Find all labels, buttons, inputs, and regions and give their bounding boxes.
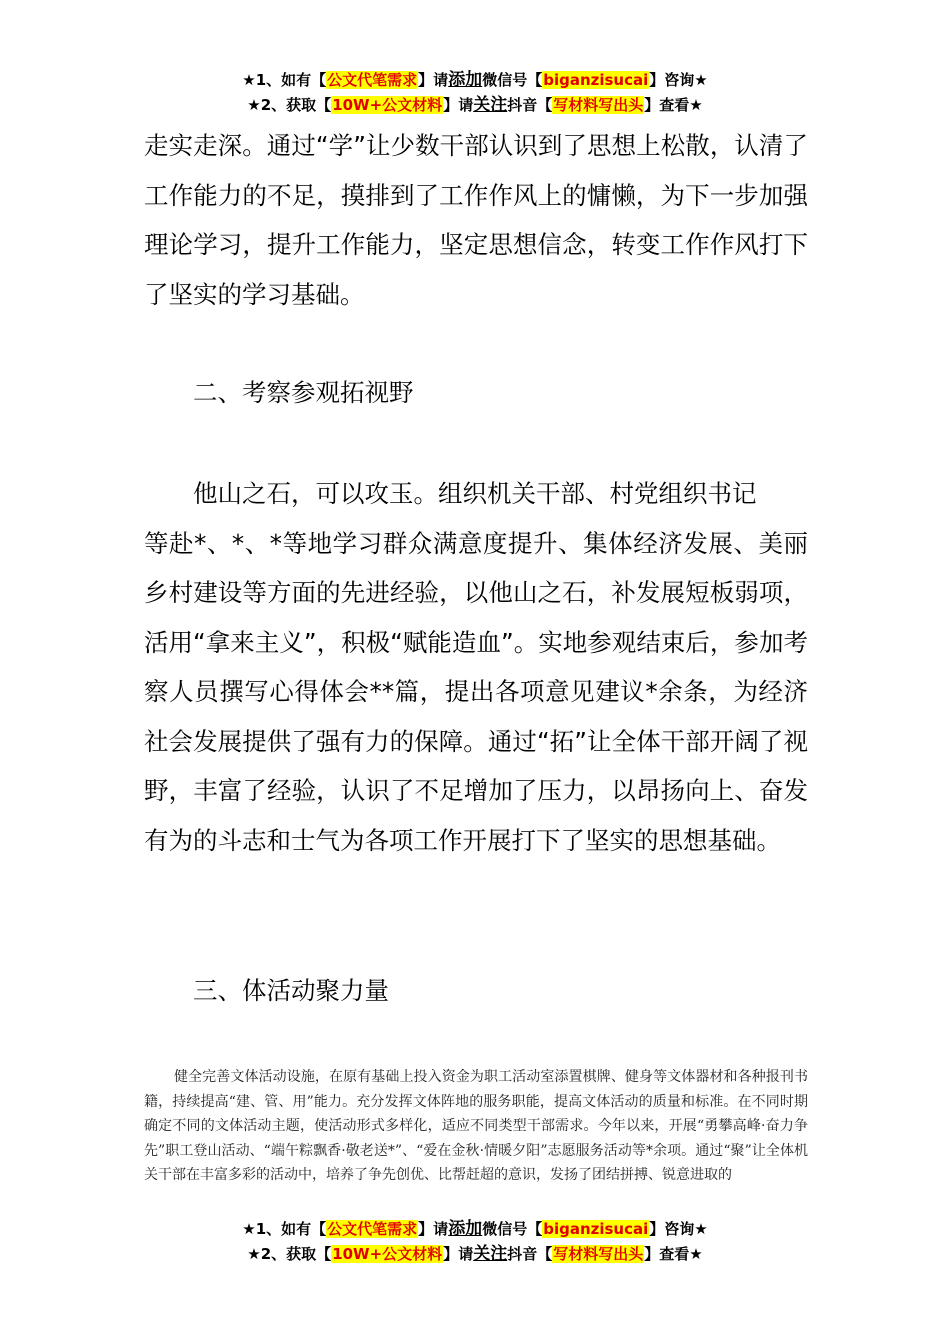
banner-wechat-id: biganzisucai <box>543 71 649 89</box>
paragraph-body: 等赴*、*、*等地学习群众满意度提升、集体经济发展、美丽乡村建设等方面的先进经验，以他山之石，补发展短板弱项，活用“拿来主义”，积极“赋能造血”。实地参观结束后，参加考察人员撰写心得体会**篇，提出各项意见建议*余条，为经济社会发展提供了强有力的保障。通过“拓”让全体干部开阔了视野，丰富了经验，认识了不足增加了压力，以昂扬向上、奋发有为的斗志和士气为各项工作开展打下了坚实的思想基础。 <box>144 528 808 855</box>
banner-highlight: 写材料写出头 <box>553 1245 644 1263</box>
banner-text: 】请 <box>418 1220 449 1238</box>
banner-wechat-id: biganzisucai <box>543 1220 649 1238</box>
banner-emphasis: 关注 <box>473 95 508 115</box>
banner-text: ★1、如有【 <box>242 71 327 89</box>
paragraph-inspection <box>144 469 808 865</box>
banner-emphasis: 添加 <box>448 70 483 90</box>
banner-text: 】咨询★ <box>649 1220 708 1238</box>
banner-text: ★2、获取【 <box>247 96 332 114</box>
ad-banner-top-line2 <box>0 93 950 117</box>
section-heading-3: 三、体活动聚力量 <box>193 976 389 1005</box>
banner-text: 】请 <box>443 96 474 114</box>
paragraph-study: 走实走深。通过“学”让少数干部认识到了思想上松散，认清了工作能力的不足，摸排到了工作作风上的慵懒，为下一步加强理论学习，提升工作能力，坚定思想信念，转变工作作风打下了坚实的学习基础。 <box>144 131 808 309</box>
banner-highlight: 公文代笔需求 <box>327 71 418 89</box>
ad-banner-bottom-line2 <box>0 1242 950 1266</box>
banner-highlight: 10W+公文材料 <box>332 1245 443 1263</box>
banner-text: 抖音【 <box>507 1245 553 1263</box>
banner-text: 】请 <box>443 1245 474 1263</box>
banner-text: 】请 <box>418 71 449 89</box>
paragraph-activities: 健全完善文体活动设施，在原有基础上投入资金为职工活动室添置棋牌、健身等文体器材和各种报刊书籍，持续提高“建、管、用”能力。充分发挥文体阵地的服务职能，提高文体活动的质量和标准。在不同时期确定不同的文体活动主题，使活动形式多样化，适应不同类型干部需求。今年以来，开展“勇攀高峰·奋力争先”职工登山活动、“端午粽飘香·敬老送*”、“爱在金秋·情暖夕阳”志愿服务活动等*余项。通过“聚”让全体机关干部在丰富多彩的活动中，培养了争先创优、比帮赶超的意识，发扬了团结拼搏、锐意进取的 <box>144 1069 808 1183</box>
banner-text: 微信号【 <box>482 71 543 89</box>
banner-text: ★2、获取【 <box>247 1245 332 1263</box>
banner-emphasis: 添加 <box>448 1219 483 1239</box>
banner-text: 】查看★ <box>644 96 703 114</box>
banner-text: 】查看★ <box>644 1245 703 1263</box>
banner-highlight: 10W+公文材料 <box>332 96 443 114</box>
banner-text: 】咨询★ <box>649 71 708 89</box>
ad-banner-top-line1 <box>0 68 950 92</box>
section-heading-2: 二、考察参观拓视野 <box>193 378 414 407</box>
banner-emphasis: 关注 <box>473 1244 508 1264</box>
ad-banner-bottom-line1 <box>0 1217 950 1241</box>
banner-text: 微信号【 <box>482 1220 543 1238</box>
paragraph-first-line: 他山之石，可以攻玉。组织机关干部、村党组织书记 <box>193 479 757 508</box>
banner-text: ★1、如有【 <box>242 1220 327 1238</box>
banner-text: 抖音【 <box>507 96 553 114</box>
banner-highlight: 公文代笔需求 <box>327 1220 418 1238</box>
banner-highlight: 写材料写出头 <box>553 96 644 114</box>
